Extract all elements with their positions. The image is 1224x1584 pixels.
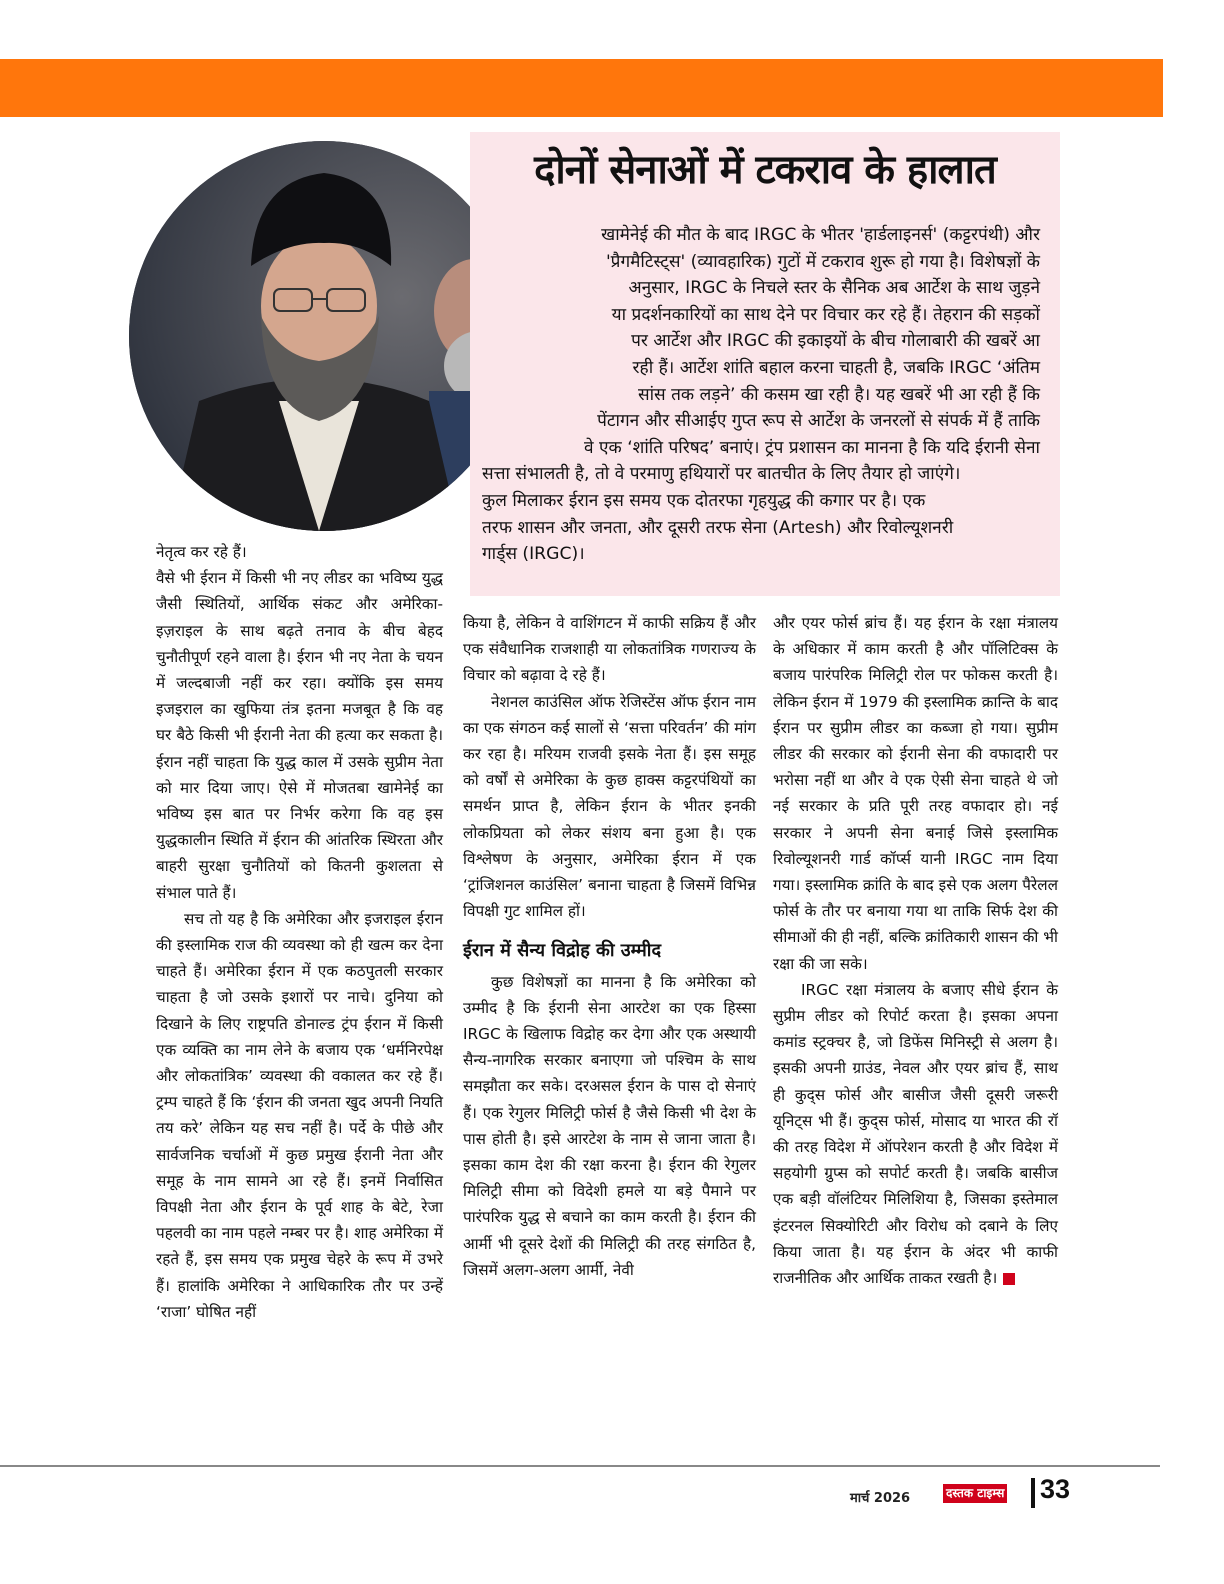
sidebar-line: गार्ड्स (IRGC)। <box>482 544 585 565</box>
sidebar-line: वे एक ‘शांति परिषद’ बनाएं। ट्रंप प्रशासन का मानना है कि यदि ईरानी सेना <box>584 437 1040 458</box>
article-column-2 <box>463 610 756 1283</box>
sidebar-line: पेंटागन और सीआईए गुप्त रूप से आर्टेश के जनरलों से संपर्क में हैं ताकि <box>597 411 1040 432</box>
sidebar-box <box>470 132 1060 596</box>
paragraph: नेशनल काउंसिल ऑफ रेजिस्टेंस ऑफ ईरान नाम का एक संगठन कई सालों से ‘सत्ता परिवर्तन’ की मांग कर रहा है। मरियम राजवी इसके नेता हैं। इस समूह को वर्षों से अमेरिका के कुछ हाक्स कट्टरपंथियों का समर्थन प्राप्त है, लेकिन ईरान के भीतर इनकी लोकप्रियता को लेकर संशय बना हुआ है। एक विश्लेषण के अनुसार, अमेरिका ईरान में एक ‘ट्रांजिशनल काउंसिल’ बनाना चाहता है जिसमें विभिन्न विपक्षी गुट शामिल हों। <box>463 692 756 921</box>
paragraph: कुछ विशेषज्ञों का मानना है कि अमेरिका को उम्मीद है कि ईरानी सेना आरटेश का एक हिस्सा IRGC के खिलाफ विद्रोह कर देगा और एक अस्थायी सैन्य-नागरिक सरकार बनाएगा जो पश्चिम के साथ समझौता कर सके। दरअसल ईरान के पास दो सेनाएं हैं। एक रेगुलर मिलिट्री फोर्स है जैसे किसी भी देश के पास होती है। इसे आरटेश के नाम से जाना जाता है। इसका काम देश की रक्षा करना है। ईरान की रेगुलर मिलिट्री सीमा को विदेशी हमले या बड़े पैमाने पर पारंपरिक युद्ध से बचाने का काम करती है। ईरान की आर्मी भी दूसरे देशों की मिलिट्री की तरह संगठित है, जिसमें अलग-अलग आर्मी, नेवी <box>463 972 756 1279</box>
footer-separator <box>1031 1478 1035 1508</box>
sidebar-body <box>470 222 1040 568</box>
issue-date: मार्च 2026 <box>850 1491 911 1506</box>
sidebar-line: या प्रदर्शनकारियों का साथ देने पर विचार कर रहे हैं। तेहरान की सड़कों <box>611 304 1040 325</box>
sidebar-line: तरफ शासन और जनता, और दूसरी तरफ सेना (Artesh) और रिवोल्यूशनरी <box>482 517 954 538</box>
sidebar-line: अनुसार, IRGC के निचले स्तर के सैनिक अब आर्टेश के साथ जुड़ने <box>628 278 1040 299</box>
paragraph: और एयर फोर्स ब्रांच हैं। यह ईरान के रक्षा मंत्रालय के अधिकार में काम करती है और पॉलिटिक्स के बजाय पारंपरिक मिलिट्री रोल पर फोकस करती है। लेकिन ईरान में 1979 की इस्लामिक क्रान्ति के बाद ईरान पर सुप्रीम लीडर का कब्जा हो गया। सुप्रीम लीडर की सरकार को ईरानी सेना की वफादारी पर भरोसा नहीं था और वे एक ऐसी सेना चाहते थे जो नई सरकार के प्रति पूरी तरह वफादार हो। नई सरकार ने अपनी सेना बनाई जिसे इस्लामिक रिवोल्यूशनरी गार्ड कॉर्प्स यानी IRGC नाम दिया गया। इस्लामिक क्रांति के बाद इसे एक अलग पैरेलल फोर्स के तौर पर बनाया गया था ताकि सिर्फ देश की सीमाओं की ही नहीं, बल्कि क्रांतिकारी शासन की भी रक्षा की जा सके। <box>773 614 1058 973</box>
paragraph: नेतृत्व कर रहे हैं। <box>156 543 247 561</box>
paragraph: किया है, लेकिन वे वाशिंगटन में काफी सक्रिय हैं और एक संवैधानिक राजशाही या लोकतांत्रिक गणराज्य के विचार को बढ़ावा दे रहे हैं। <box>463 614 756 685</box>
sidebar-line: खामेनेई की मौत के बाद IRGC के भीतर 'हार्डलाइनर्स' (कट्टरपंथी) और <box>601 225 1040 245</box>
portrait-photo <box>129 141 519 531</box>
sidebar-line: 'प्रैगमैटिस्ट्स' (व्यावहारिक) गुटों में टकराव शुरू हो गया है। विशेषज्ञों के <box>605 251 1040 272</box>
end-of-article-mark-icon <box>1003 1273 1015 1285</box>
top-color-band <box>0 59 1163 117</box>
sidebar-line: सत्ता संभालती है, तो वे परमाणु हथियारों पर बातचीत के लिए तैयार हो जाएंगे। <box>482 464 961 485</box>
sidebar-line: पर आर्टेश और IRGC की इकाइयों के बीच गोलाबारी की खबरें आ <box>631 331 1040 352</box>
article-column-3 <box>773 610 1058 1291</box>
sidebar-title: दोनों सेनाओं में टकराव के हालात <box>534 147 996 193</box>
paragraph <box>773 977 1058 1291</box>
paragraph: सच तो यह है कि अमेरिका और इजराइल ईरान की इस्लामिक राज की व्यवस्था को ही खत्म कर देना चाहते हैं। अमेरिका ईरान में एक कठपुतली सरकार चाहता है जो उसके इशारों पर नाचे। दुनिया को दिखाने के लिए राष्ट्रपति डोनाल्ड ट्रंप ईरान में किसी एक व्यक्ति का नाम लेने के बजाय एक ‘धर्मनिरपेक्ष और लोकतांत्रिक’ व्यवस्था की वकालत कर रहे हैं। ट्रम्प चाहते हैं कि ‘ईरान की जनता खुद अपनी नियति तय करे’ लेकिन यह सच नहीं है। पर्दे के पीछे और सार्वजनिक चर्चाओं में कुछ प्रमुख ईरानी नेता और समूह के नाम सामने आ रहे हैं। इनमें निर्वासित विपक्षी नेता और ईरान के पूर्व शाह के बेटे, रेजा पहलवी का नाम पहले नम्बर पर है। शाह अमेरिका में रहते हैं, इस समय एक प्रमुख चेहरे के रूप में उभरे हैं। हालांकि अमेरिका ने आधिकारिक तौर पर उन्हें ‘राजा’ घोषित नहीं <box>156 909 443 1321</box>
paragraph: वैसे भी ईरान में किसी भी नए लीडर का भविष्य युद्ध जैसी स्थितियों, आर्थिक संकट और अमेरिका-इज़राइल के साथ बढ़ते तनाव के बीच बेहद चुनौतीपूर्ण रहने वाला है। ईरान भी नए नेता के चयन में जल्दबाजी नहीं कर रहा। क्योंकि इस समय इजइराल का खुफिया तंत्र इतना मजबूत है कि वह घर बैठे किसी भी ईरानी नेता की हत्या कर सकता है। ईरान नहीं चाहता कि युद्ध काल में उसके सुप्रीम नेता को मार दिया जाए। ऐसे में मोजतबा खामेनेई का भविष्य इस बात पर निर्भर करेगा कि वह इस युद्धकालीन स्थिति में ईरान की आंतरिक स्थिरता और बाहरी सुरक्षा चुनौतियों को कितनी कुशलता से संभाल पाते हैं। <box>156 569 443 902</box>
page-number: 33 <box>1040 1474 1071 1504</box>
footer-divider <box>0 1465 1160 1467</box>
magazine-logo: दस्तक टाइम्स <box>943 1484 1007 1503</box>
portrait-illustration-icon <box>129 141 519 531</box>
sidebar-line: कुल मिलाकर ईरान इस समय एक दोतरफा गृहयुद्ध की कगार पर है। एक <box>482 490 926 511</box>
paragraph-text: IRGC रक्षा मंत्रालय के बजाए सीधे ईरान के सुप्रीम लीडर को रिपोर्ट करता है। इसका अपना कमांड स्ट्रक्चर है, जो डिफेंस मिनिस्ट्री से अलग है। इसकी अपनी ग्राउंड, नेवल और एयर ब्रांच हैं, साथ ही कुद्स फोर्स और बासीज जैसी दूसरी जरूरी यूनिट्स भी हैं। कुद्स फोर्स, मोसाद या भारत की रॉ की तरह विदेश में ऑपरेशन करती है और विदेश में सहयोगी ग्रुप्स को सपोर्ट करती है। जबकि बासीज एक बड़ी वॉलंटियर मिलिशिया है, जिसका इस्तेमाल इंटरनल सिक्योरिटी और विरोध को दबाने के लिए किया जाता है। यह ईरान के अंदर भी काफी राजनीतिक और आर्थिक ताकत रखती है। <box>773 980 1058 1288</box>
sidebar-line: रही हैं। आर्टेश शांति बहाल करना चाहती है, जबकि IRGC ‘अंतिम <box>632 357 1040 378</box>
section-subheading: ईरान में सैन्य विद्रोह की उम्मीद <box>463 940 662 962</box>
article-column-1 <box>156 539 443 1325</box>
sidebar-line: सांस तक लड़ने’ की कसम खा रही है। यह खबरें भी आ रही हैं कि <box>637 384 1040 405</box>
